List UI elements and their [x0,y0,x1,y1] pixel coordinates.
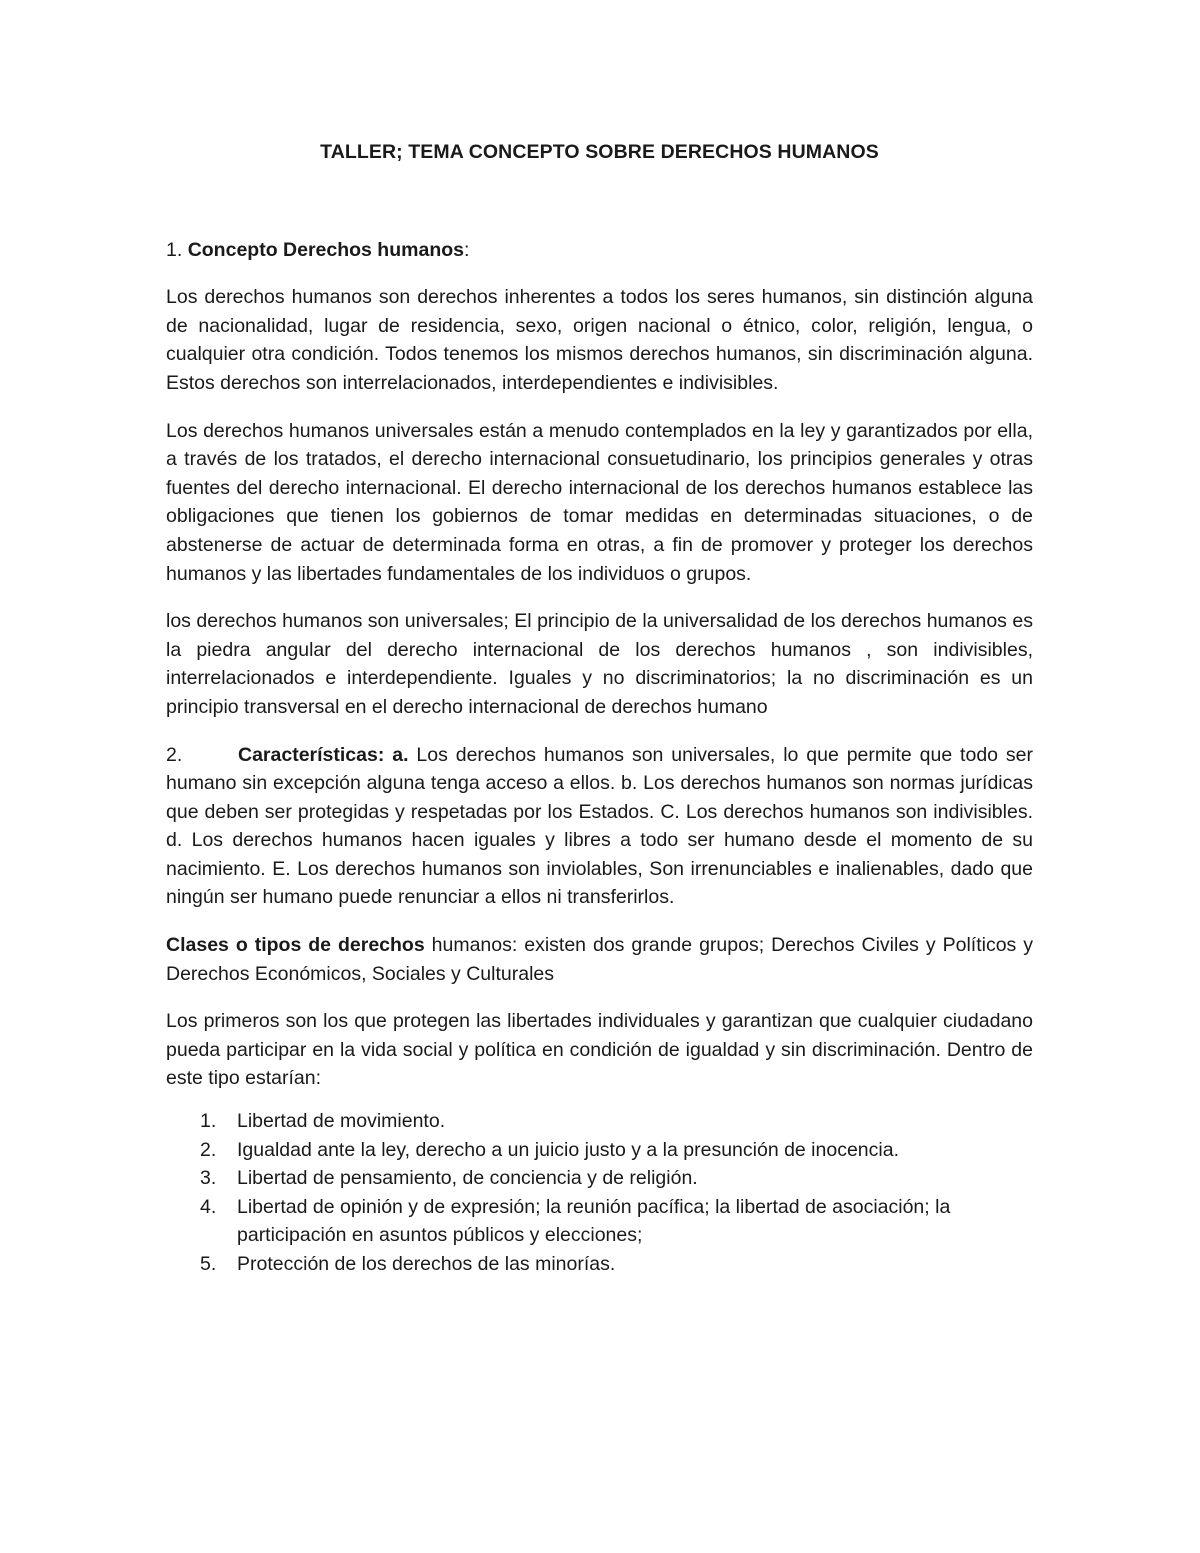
list-item-number: 5. [200,1253,217,1275]
document-body [166,138,1033,1279]
list-item [166,1107,1033,1136]
document-title: TALLER; TEMA CONCEPTO SOBRE DERECHOS HUMANOS [320,141,879,163]
list-item-number: 2. [200,1138,217,1161]
paragraph-universality-principle: los derechos humanos son universales; El principio de la universalidad de los derechos humanos es la piedra angular del derecho internacional de los derechos humanos , son indivisibles, interrelacionados e interdependiente. Iguales y no discriminatorios; la no discriminación es un principio transversal en el derecho internacional de derechos humano [166,610,1033,718]
paragraph-first-group: Los primeros son los que protegen las libertades individuales y garantizan que cualquier ciudadano pueda participar en la vida social y política en condición de igualdad y sin discriminación. Dentro de este tipo estarían: [166,1010,1033,1090]
section-1-title: Concepto Derechos humanos [187,238,464,261]
section-1-colon: : [463,238,470,261]
list-item [166,1250,1033,1279]
list-item [166,1136,1033,1165]
section-1-number: 1. [166,238,188,261]
list-item-text: Protección de los derechos de las minorías. [237,1253,616,1275]
paragraph-concept: Los derechos humanos son derechos inherentes a todos los seres humanos, sin distinción alguna de nacionalidad, lugar de residencia, sexo, origen nacional o étnico, color, religión, lengua, o cualquier otra condición. Todos tenemos los mismos derechos humanos, sin discriminación alguna. Estos derechos son interrelacionados, interdependientes e indivisibles. [166,286,1033,394]
list-item [166,1193,1033,1250]
list-item-text: Libertad de opinión y de expresión; la reunión pacífica; la libertad de asociación; la participación en asuntos públicos y elecciones; [237,1195,951,1247]
list-item [166,1164,1033,1193]
section-2-number: 2. [166,743,183,766]
paragraph-universal-rights: Los derechos humanos universales están a menudo contemplados en la ley y garantizados por ella, a través de los tratados, el derecho internacional consuetudinario, los principios generales y otras fuentes del derecho internacional. El derecho internacional de los derechos humanos establece las obligaciones que tienen los gobiernos de tomar medidas en determinadas situaciones, o de abstenerse de actuar de determinada forma en otras, a fin de promover y proteger los derechos humanos y las libertades fundamentales de los individuos o grupos. [166,419,1033,585]
classes-text: humanos: existen dos grande grupos; Derechos Civiles y Políticos y Derechos Económicos, Sociales y Culturales [166,934,1033,985]
classes-heading: Clases o tipos de derechos [166,934,425,957]
list-item-text: Igualdad ante la ley, derecho a un juicio justo y a la presunción de inocencia. [237,1138,899,1161]
list-item-number: 1. [200,1110,217,1133]
list-item-number: 3. [200,1167,217,1190]
section-2-title: Características: a. [238,743,409,766]
list-item-text: Libertad de pensamiento, de conciencia y de religión. [237,1167,698,1190]
section-2-text: Los derechos humanos son universales, lo que permite que todo ser humano sin excepción alguna tenga acceso a ellos. b. Los derechos humanos son normas jurídicas que deben ser protegidas y respetadas por los Estados. C. Los derechos humanos son indivisibles. d. Los derechos humanos hacen iguales y libres a todo ser humano desde el momento de su nacimiento. E. Los derechos humanos son inviolables, Son irrenunciables e inalienables, dado que ningún ser humano puede renunciar a ellos ni transferirlos. [166,743,1033,909]
paragraph-classes [166,931,1033,988]
section-2-characteristics [166,741,1033,913]
list-item-number: 4. [200,1195,217,1218]
list-item-text: Libertad de movimiento. [237,1110,446,1133]
section-1-heading [166,236,1033,265]
rights-list [166,1107,1033,1279]
